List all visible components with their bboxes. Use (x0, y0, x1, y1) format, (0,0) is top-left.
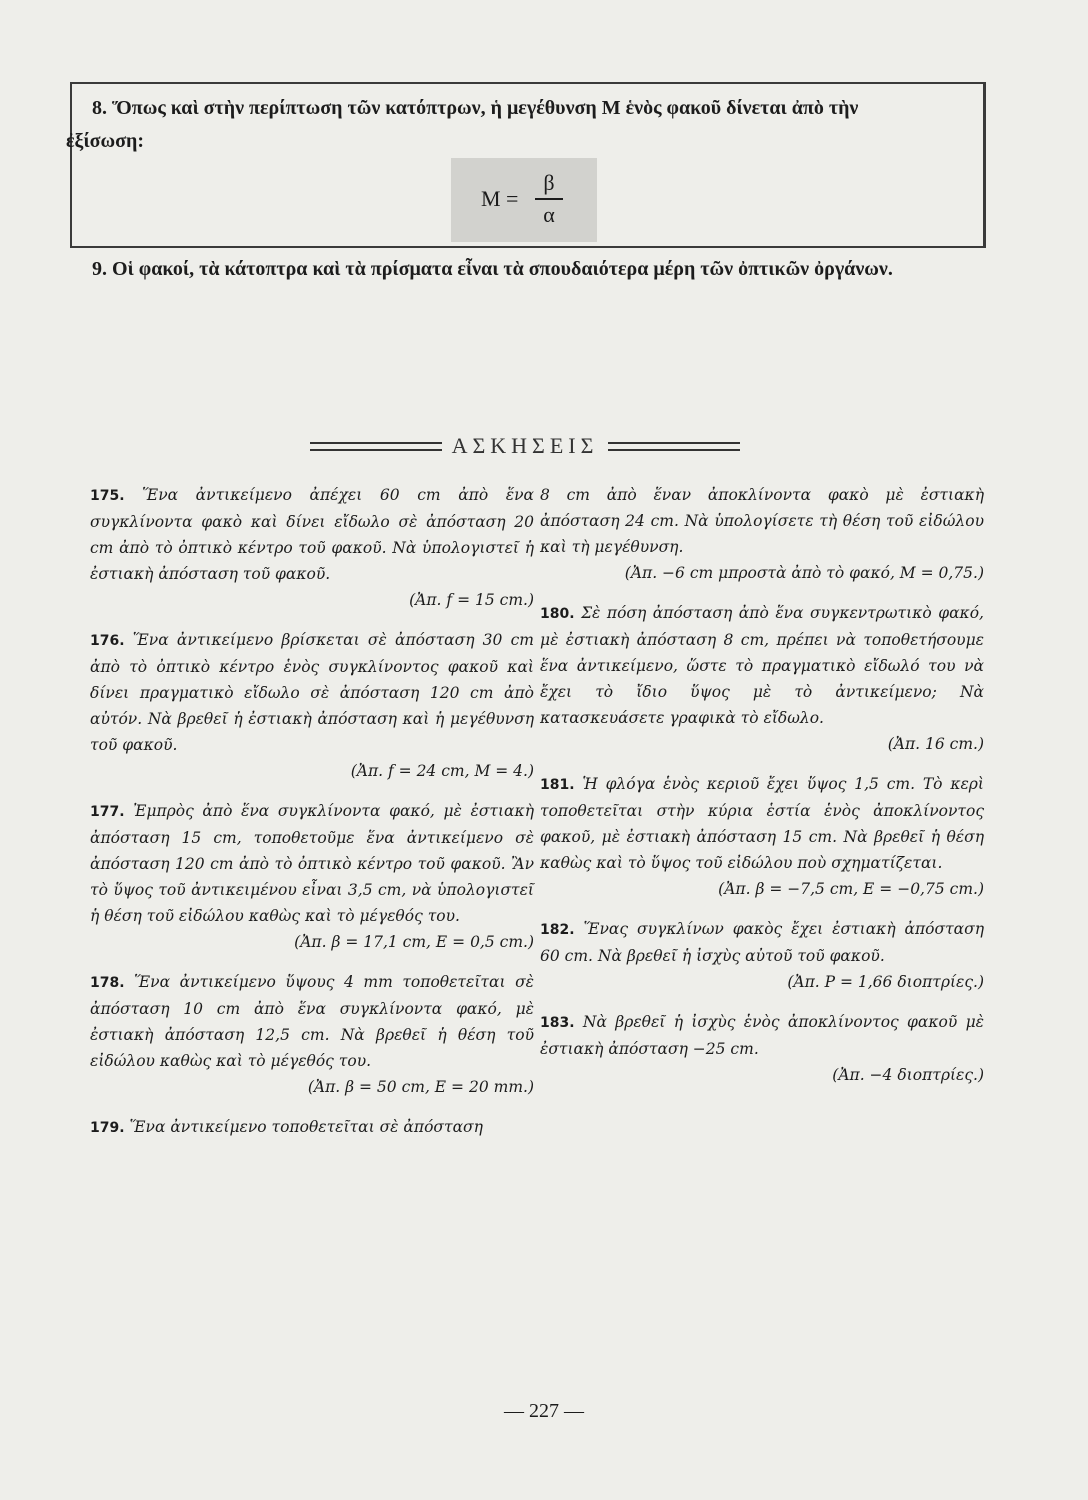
exercise-answer: (Ἀπ. −4 διοπτρίες.) (832, 1066, 984, 1084)
exercise-179 (90, 1114, 534, 1141)
exercise-answer: (Ἀπ. P = 1,66 διοπτρίες.) (787, 973, 984, 991)
exercise-number: 180. (540, 606, 575, 622)
formula-lhs: M = (481, 186, 519, 211)
exercise-176 (90, 627, 534, 784)
formula-fraction (535, 170, 563, 228)
exercise-text: Ἕνα ἀντικείμενο βρίσκεται σὲ ἀπόσταση 30 cm ἀπὸ τὸ ὀπτικὸ κέντρο ἑνὸς συγκλίνοντος φακοῦ καὶ δίνει πραγματικὸ εἴδωλο σὲ ἀπόσταση 120 cm ἀπὸ αὐτόν. Νὰ βρεθεῖ ἡ ἐστιακὴ ἀπόσταση καὶ ἡ μεγέθυνση τοῦ φακοῦ. (90, 631, 534, 754)
magnification-formula (451, 158, 597, 242)
exercise-answer: (Ἀπ. 16 cm.) (887, 735, 984, 753)
exercise-text: Ἕνας συγκλίνων φακὸς ἔχει ἐστιακὴ ἀπόσταση 60 cm. Νὰ βρεθεῖ ἡ ἰσχὺς αὐτοῦ τοῦ φακοῦ. (540, 920, 984, 965)
exercise-text: Ἐμπρὸς ἀπὸ ἕνα συγκλίνοντα φακό, μὲ ἐστιακὴ ἀπόσταση 15 cm, τοποθετοῦμε ἕνα ἀντικείμενο σὲ ἀπόσταση 120 cm ἀπὸ τὸ ὀπτικὸ κέντρο τοῦ φακοῦ. Ἂν τὸ ὕψος τοῦ ἀντικειμένου εἶναι 3,5 cm, νὰ ὑπολογιστεῖ ἡ θέση τοῦ εἰδώλου καθὼς καὶ τὸ μέγεθός του. (90, 802, 534, 925)
exercise-181 (540, 771, 984, 902)
exercises-heading (310, 426, 740, 466)
section-title: ΑΣΚΗΣΕΙΣ (451, 433, 599, 458)
exercises-right-column (540, 482, 984, 1102)
exercise-number: 177. (90, 804, 125, 820)
exercise-180 (540, 600, 984, 757)
exercise-text: Ἕνα ἀντικείμενο τοποθετεῖται σὲ ἀπόσταση (129, 1118, 483, 1136)
summary-item-8: 8. Ὅπως καὶ στὴν περίπτωση τῶν κατόπτρων, ἡ μεγέθυνση Μ ἑνὸς φακοῦ δίνεται ἀπὸ τὴν ἐξίσωση: (66, 97, 859, 152)
exercise-answer: (Ἀπ. f = 15 cm.) (409, 591, 534, 609)
exercise-text: Ἡ φλόγα ἑνὸς κεριοῦ ἔχει ὕψος 1,5 cm. Τὸ κερὶ τοποθετεῖται στὴν κύρια ἑστία ἑνὸς ἀποκλίνοντος φακοῦ, μὲ ἐστιακὴ ἀπόσταση 15 cm. Νὰ βρεθεῖ ἡ θέση καθὼς καὶ τὸ ὕψος τοῦ εἰδώλου ποὺ σχηματίζεται. (540, 775, 984, 872)
exercise-text: Νὰ βρεθεῖ ἡ ἰσχὺς ἑνὸς ἀποκλίνοντος φακοῦ μὲ ἐστιακὴ ἀπόσταση −25 cm. (540, 1013, 984, 1058)
exercise-182 (540, 916, 984, 995)
exercise-175 (90, 482, 534, 613)
fraction-bar (535, 198, 563, 200)
exercise-text: Ἕνα ἀντικείμενο ἀπέχει 60 cm ἀπὸ ἕνα συγκλίνοντα φακὸ καὶ δίνει εἴδωλο σὲ ἀπόσταση 20 cm ἀπὸ τὸ ὀπτικὸ κέντρο τοῦ φακοῦ. Νὰ ὑπολογιστεῖ ἡ ἐστιακὴ ἀπόσταση τοῦ φακοῦ. (90, 486, 534, 583)
exercise-text: Ἕνα ἀντικείμενο ὕψους 4 mm τοποθετεῖται σὲ ἀπόσταση 10 cm ἀπὸ ἕνα συγκλίνοντα φακό, μὲ ἐστιακὴ ἀπόσταση 12,5 cm. Νὰ βρεθεῖ ἡ θέση τοῦ εἰδώλου καθὼς καὶ τὸ μέγεθός του. (90, 973, 534, 1070)
exercise-179-continued (540, 482, 984, 586)
exercise-number: 181. (540, 777, 575, 793)
exercise-number: 178. (90, 975, 125, 991)
exercise-number: 182. (540, 922, 575, 938)
exercise-text: 8 cm ἀπὸ ἕναν ἀποκλίνοντα φακὸ μὲ ἐστιακὴ ἀπόσταση 24 cm. Νὰ ὑπολογίσετε τὴ θέση τοῦ εἰδώλου καὶ τὴ μεγέθυνση. (540, 486, 984, 556)
exercise-answer: (Ἀπ. β = −7,5 cm, E = −0,75 cm.) (718, 880, 984, 898)
exercise-number: 176. (90, 633, 125, 649)
exercise-number: 183. (540, 1015, 575, 1031)
formula-denominator: α (543, 202, 555, 227)
exercise-answer: (Ἀπ. f = 24 cm, M = 4.) (350, 762, 534, 780)
exercise-answer: (Ἀπ. β = 50 cm, E = 20 mm.) (307, 1078, 534, 1096)
exercise-answer: (Ἀπ. −6 cm μπροστὰ ἀπὸ τὸ φακό, M = 0,75.) (624, 564, 984, 582)
exercise-number: 179. (90, 1120, 125, 1136)
exercise-178 (90, 969, 534, 1100)
exercise-answer: (Ἀπ. β = 17,1 cm, E = 0,5 cm.) (294, 933, 534, 951)
heading-rule-left (310, 442, 442, 451)
page-number: — 227 — (504, 1400, 584, 1422)
exercises-left-column (90, 482, 534, 1155)
formula-numerator: β (543, 170, 555, 195)
exercise-number: 175. (90, 488, 125, 504)
exercise-177 (90, 798, 534, 955)
exercise-183 (540, 1009, 984, 1088)
exercise-text: Σὲ πόση ἀπόσταση ἀπὸ ἕνα συγκεντρωτικὸ φακό, μὲ ἐστιακὴ ἀπόσταση 8 cm, πρέπει νὰ τοποθετήσουμε ἕνα ἀντικείμενο, ὥστε τὸ πραγματικὸ εἴδωλό του νὰ ἔχει τὸ ἴδιο ὕψος μὲ τὸ ἀντικείμενο; Νὰ κατασκευάσετε γραφικὰ τὸ εἴδωλο. (540, 604, 984, 727)
heading-rule-right (608, 442, 740, 451)
summary-item-9: 9. Οἱ φακοί, τὰ κάτοπτρα καὶ τὰ πρίσματα εἶναι τὰ σπουδαιότερα μέρη τῶν ὀπτικῶν ὀργάνων. (92, 258, 893, 280)
